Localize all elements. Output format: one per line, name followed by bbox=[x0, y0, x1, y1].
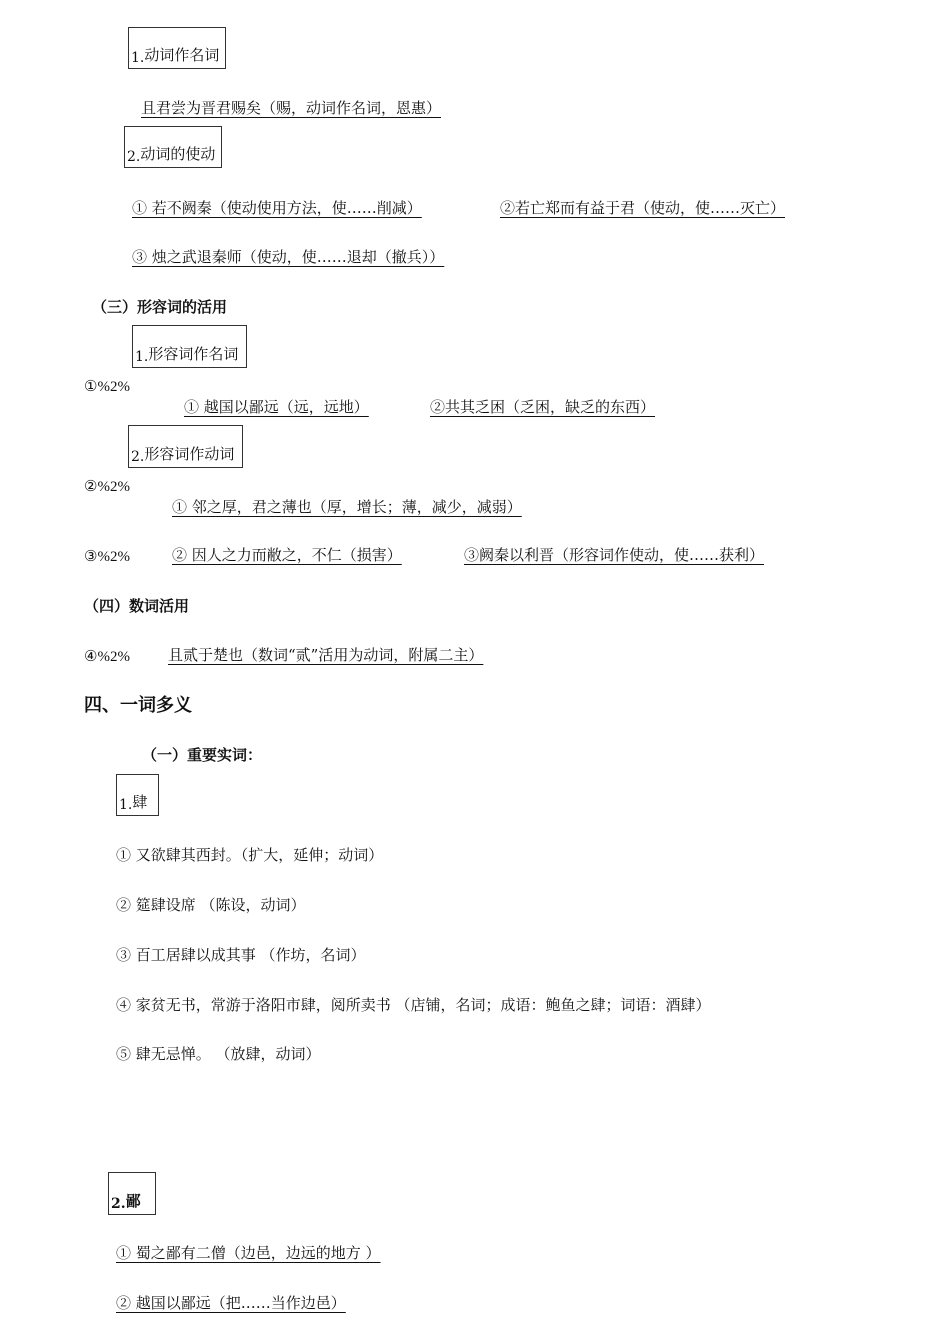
definition-item: ④ 家贫无书，常游于洛阳市肆，阅所卖书 （店铺，名词；成语：鲍鱼之肆；词语：酒肆） bbox=[116, 996, 711, 1014]
example-line: ②共其乏困（乏困，缺乏的东西） bbox=[430, 398, 656, 416]
section-box-adj-as-noun bbox=[132, 325, 247, 368]
section-number: 2. bbox=[127, 149, 141, 165]
example-line: 且君尝为晋君赐矣（赐，动词作名词，恩惠） bbox=[141, 99, 442, 117]
example-line: ③阙秦以利晋（形容词作使动，使……获利） bbox=[464, 546, 765, 564]
definition-item: ⑤ 肆无忌惮。 （放肆，动词） bbox=[116, 1045, 321, 1063]
list-marker: ②%2% bbox=[84, 479, 130, 495]
section-heading-numeral: （四）数词活用 bbox=[84, 597, 190, 615]
section-label: 动词作名词 bbox=[144, 46, 220, 64]
example-line: ① 若不阙秦（使动使用方法，使……削减） bbox=[132, 199, 422, 217]
definition-item: ② 越国以鄙远（把……当作边邑） bbox=[116, 1294, 346, 1312]
example-line: 且贰于楚也（数词“贰”活用为动词，附属二主） bbox=[168, 646, 484, 664]
section-label: 动词的使动 bbox=[140, 145, 216, 163]
section-box-verb-causative bbox=[124, 126, 222, 168]
list-marker: ④%2% bbox=[84, 649, 130, 665]
section-heading-polysemy: 四、一词多义 bbox=[84, 695, 192, 716]
example-line: ② 因人之力而敝之，不仁（损害） bbox=[172, 546, 402, 564]
word-label: 鄙 bbox=[125, 1192, 141, 1210]
word-box-si bbox=[116, 774, 159, 816]
subheading-content-words: （一）重要实词： bbox=[142, 746, 263, 764]
word-box-bi bbox=[108, 1172, 156, 1215]
example-line: ③ 烛之武退秦师（使动，使……退却（撤兵）） bbox=[132, 248, 445, 266]
example-line: ②若亡郑而有益于君（使动，使……灭亡） bbox=[500, 199, 786, 217]
section-label: 形容词作动词 bbox=[144, 445, 235, 463]
section-box-verb-as-noun bbox=[128, 27, 226, 69]
section-number: 1. bbox=[135, 349, 149, 365]
section-label: 形容词作名词 bbox=[148, 345, 239, 363]
list-marker: ①%2% bbox=[84, 379, 130, 395]
section-heading-adjective: （三）形容词的活用 bbox=[92, 298, 228, 316]
section-number: 1. bbox=[131, 50, 145, 66]
example-line: ① 越国以鄙远（远，远地） bbox=[184, 398, 369, 416]
word-label: 肆 bbox=[132, 793, 148, 811]
definition-item: ③ 百工居肆以成其事 （作坊，名词） bbox=[116, 946, 366, 964]
list-marker: ③%2% bbox=[84, 549, 130, 565]
section-box-adj-as-verb bbox=[128, 425, 243, 468]
example-line: ① 邻之厚，君之薄也（厚，增长；薄，减少，减弱） bbox=[172, 498, 522, 516]
section-number: 2. bbox=[131, 449, 145, 465]
definition-item: ① 蜀之鄙有二僧（边邑，边远的地方 ） bbox=[116, 1244, 381, 1262]
word-number: 1. bbox=[119, 797, 133, 813]
definition-item: ② 筵肆设席 （陈设，动词） bbox=[116, 896, 306, 914]
definition-item: ① 又欲肆其西封。（扩大，延伸；动词） bbox=[116, 846, 384, 864]
word-number: 2. bbox=[111, 1196, 126, 1212]
